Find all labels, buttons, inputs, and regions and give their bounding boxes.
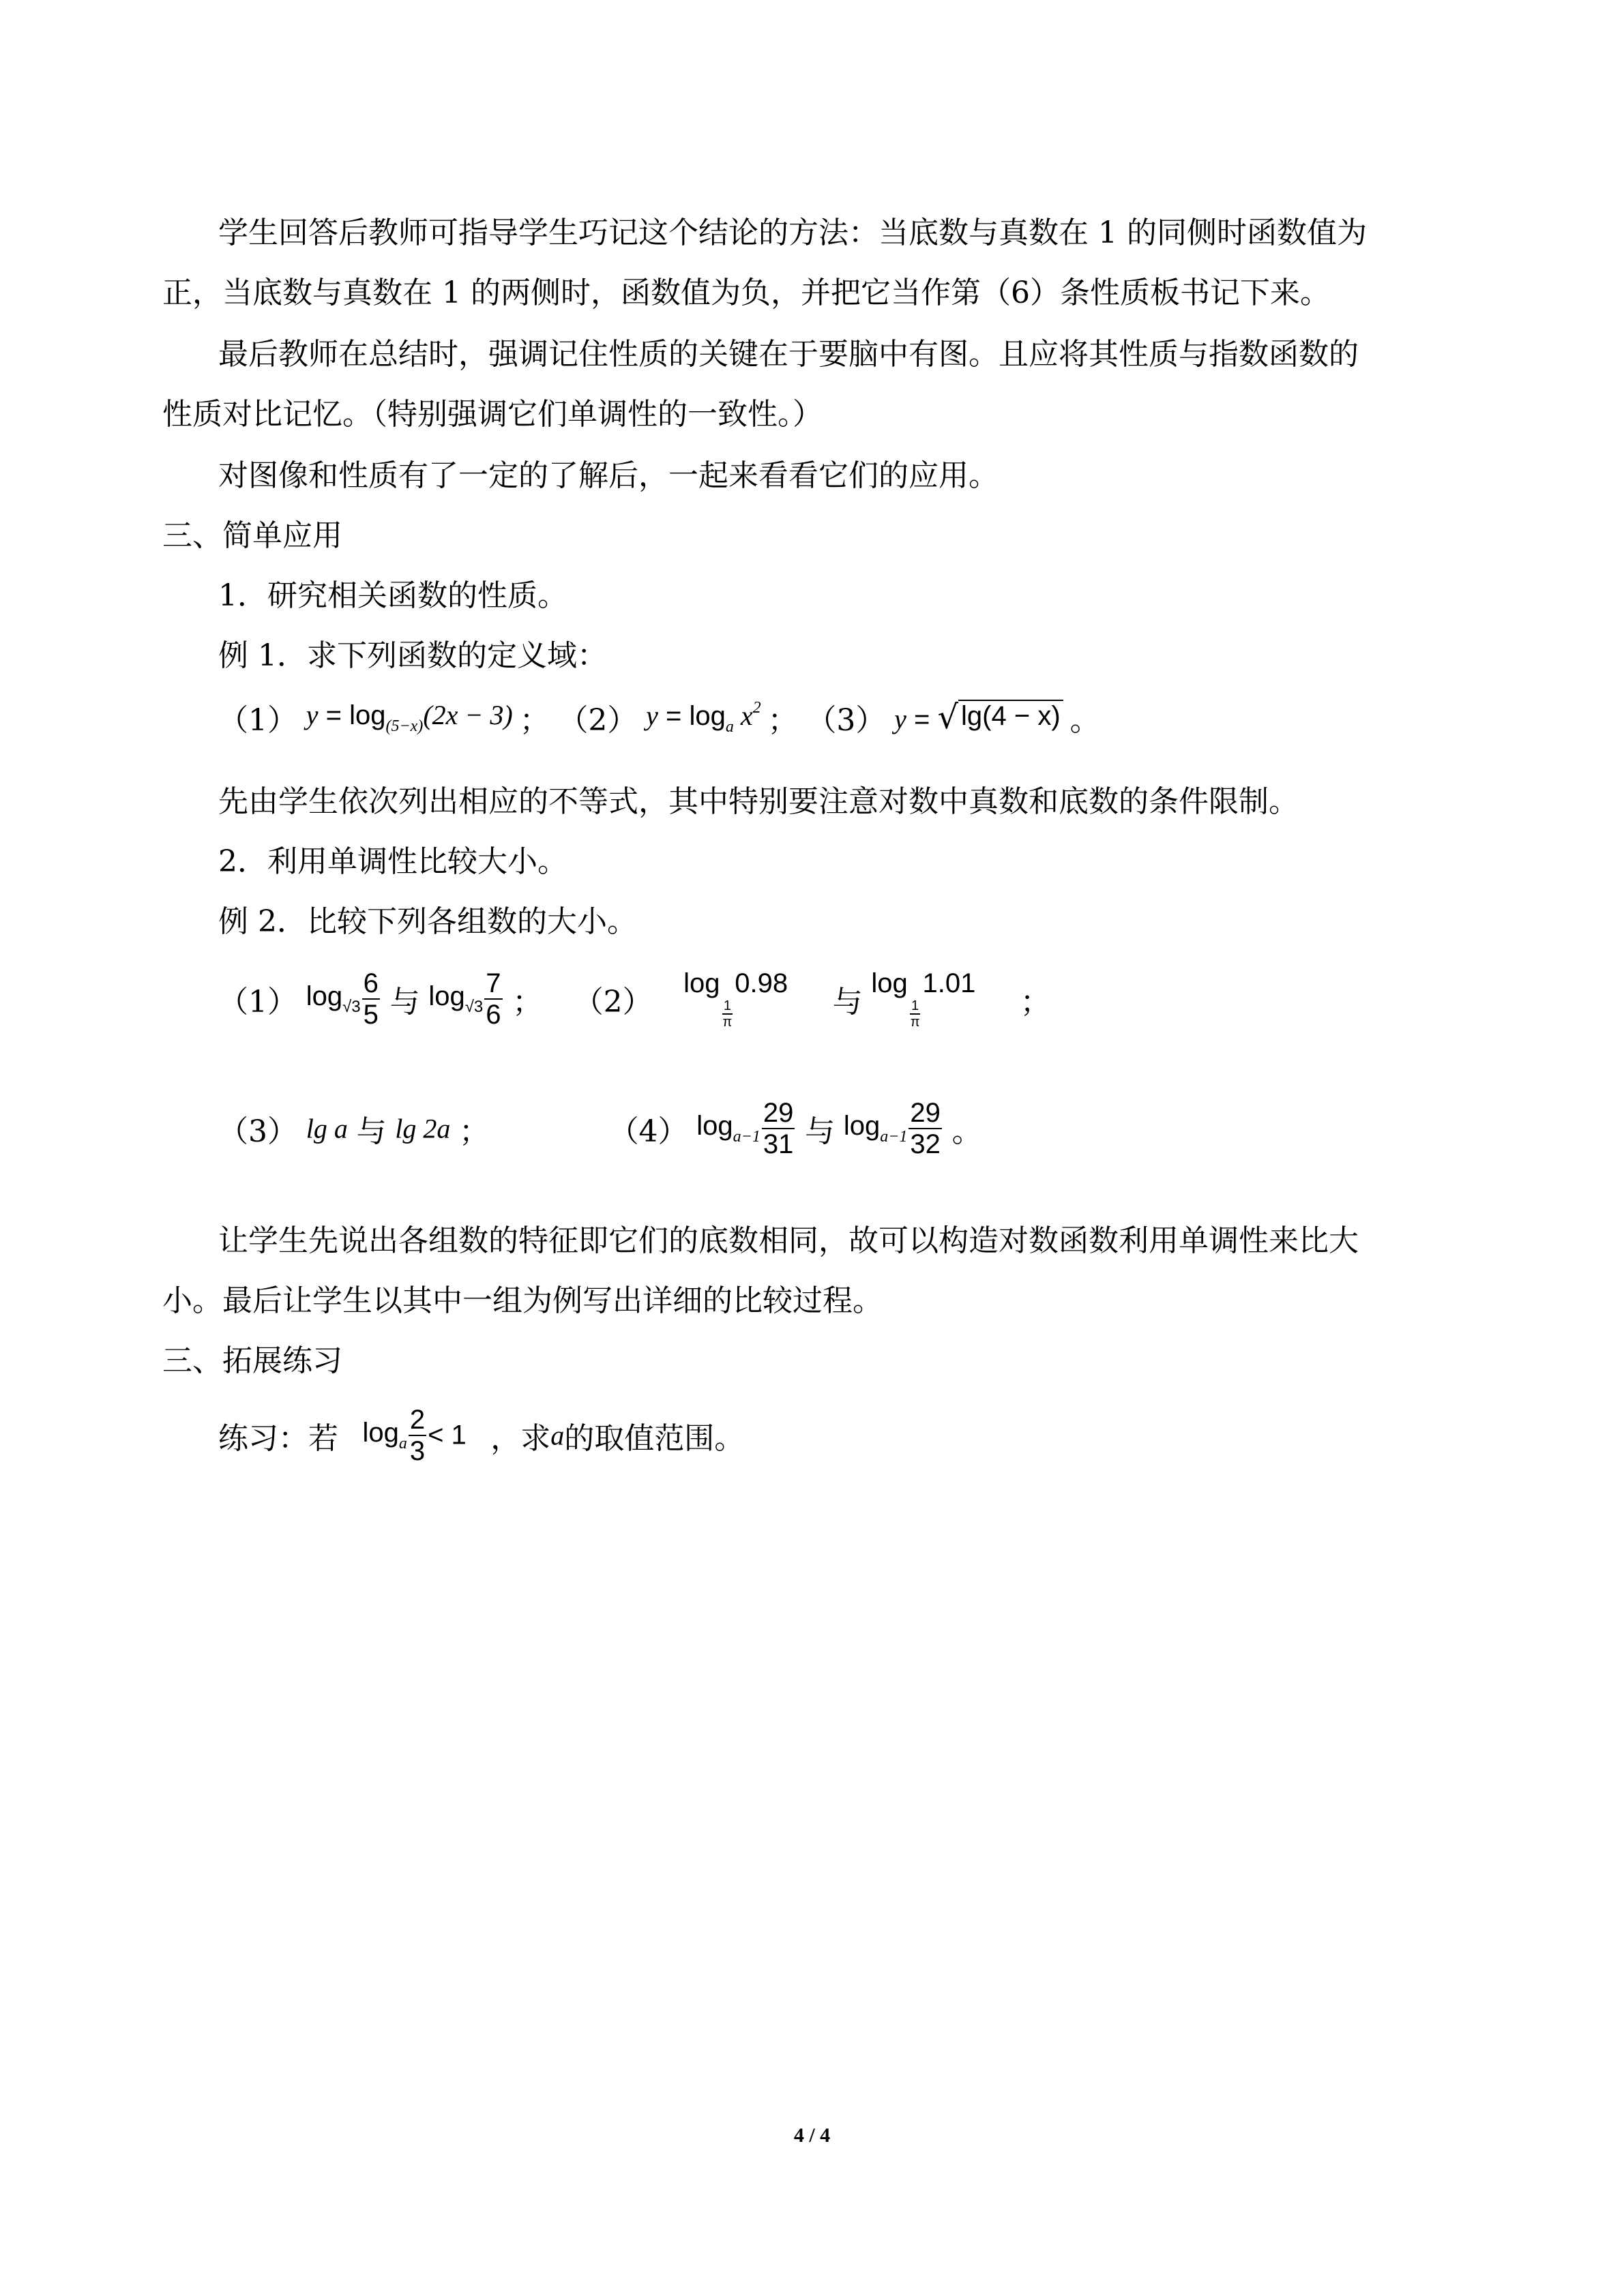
paragraph-2-line-2: 性质对比记忆。（特别强调它们单调性的一致性。） xyxy=(162,397,823,432)
practice-fraction: $\frac{2}{3}$ xyxy=(409,1405,426,1466)
ex2-label-4: （4） xyxy=(608,1114,688,1149)
ex1-separator-1: ； xyxy=(519,703,550,738)
ex2-3-expr-a: lg a xyxy=(306,1113,348,1144)
ex2-label-2: （2） xyxy=(573,985,653,1019)
practice-log: $\log_a$ xyxy=(362,1418,407,1452)
practice-relation: < 1 xyxy=(428,1420,467,1450)
subsection-1: 1．研究相关函数的性质。 xyxy=(218,578,567,613)
ex2-1-log-a: $\log_{√3}$ xyxy=(306,981,361,1016)
ex1-end-mark: 。 xyxy=(1069,703,1100,738)
subsection-2: 2．利用单调性比较大小。 xyxy=(218,844,567,879)
ex1-formula-1: $y = \log_{(5-x)}(2x - 3)$ xyxy=(306,700,513,735)
ex2-4-end-mark: 。 xyxy=(951,1114,982,1149)
ex2-1-log-b: $\log_{√3}$ xyxy=(428,981,484,1016)
paragraph-5-line-1: 让学生先说出各组数的特征即它们的底数相同，故可以构造对数函数利用单调性来比大 xyxy=(218,1223,1359,1258)
practice-variable: a xyxy=(550,1420,565,1451)
ex2-2-log-b: log $\frac{1}{\pi}$ 1.01 xyxy=(871,968,976,1030)
example-2-row-1 xyxy=(218,968,1050,1030)
ex1-separator-2: ； xyxy=(767,703,798,738)
paragraph-4: 先由学生依次列出相应的不等式，其中特别要注意对数中真数和底数的条件限制。 xyxy=(218,784,1299,819)
practice-suffix: ，求 xyxy=(490,1421,551,1456)
paragraph-1-line-1: 学生回答后教师可指导学生巧记这个结论的方法：当底数与真数在 1 的同侧时函数值为 xyxy=(218,215,1367,250)
ex2-3-expr-b: lg 2a xyxy=(395,1113,451,1144)
ex1-formula-2: $y = \log_a x^2$ xyxy=(646,698,761,736)
ex2-1-fraction-a: $\frac{6}{5}$ xyxy=(363,968,379,1030)
ex2-1-fraction-b: $\frac{7}{6}$ xyxy=(486,968,501,1030)
ex2-2-connector: 与 xyxy=(832,985,863,1019)
ex2-2-separator: ； xyxy=(1020,985,1050,1019)
practice-end: 的取值范围。 xyxy=(564,1421,745,1456)
example-1-title: 例 1．求下列函数的定义域： xyxy=(218,638,607,673)
paragraph-5-line-2: 小。最后让学生以其中一组为例写出详细的比较过程。 xyxy=(162,1283,883,1318)
ex1-formula-3: y = √ lg(4 − x) xyxy=(894,704,1070,734)
ex2-label-1: （1） xyxy=(218,985,297,1019)
ex2-4-log-b: $\log_{a-1}$ xyxy=(843,1111,908,1146)
practice-line xyxy=(218,1405,744,1466)
section-heading-extension-practice: 三、拓展练习 xyxy=(162,1343,342,1378)
ex1-label-2: （2） xyxy=(558,703,638,738)
ex1-label-3: （3） xyxy=(806,703,886,738)
ex2-4-fraction-b: $\frac{29}{32}$ xyxy=(910,1098,941,1159)
ex2-3-connector: 与 xyxy=(356,1114,387,1149)
practice-prefix: 练习：若 xyxy=(218,1421,338,1456)
example-2-title: 例 2．比较下列各组数的大小。 xyxy=(218,904,637,939)
example-2-row-2 xyxy=(218,1098,982,1159)
ex2-4-connector: 与 xyxy=(805,1114,836,1149)
section-heading-simple-application: 三、简单应用 xyxy=(162,518,342,553)
ex2-4-log-a: $\log_{a-1}$ xyxy=(696,1111,761,1146)
ex2-4-fraction-a: $\frac{29}{31}$ xyxy=(763,1098,794,1159)
ex2-1-separator: ； xyxy=(512,985,543,1019)
paragraph-3: 对图像和性质有了一定的了解后，一起来看看它们的应用。 xyxy=(218,458,999,493)
ex2-label-3: （3） xyxy=(218,1114,297,1149)
ex2-2-log-a: log $\frac{1}{\pi}$ 0.98 xyxy=(683,968,788,1030)
ex2-3-separator: ； xyxy=(459,1114,490,1149)
paragraph-1-line-2: 正，当底数与真数在 1 的两侧时，函数值为负，并把它当作第（6）条性质板书记下来。 xyxy=(162,275,1330,310)
ex1-label-1: （1） xyxy=(218,703,297,738)
page-number: 4 / 4 xyxy=(793,2124,831,2147)
paragraph-2-line-1: 最后教师在总结时，强调记住性质的关键在于要脑中有图。且应将其性质与指数函数的 xyxy=(218,337,1359,372)
example-1-formulas xyxy=(218,696,1100,739)
ex2-1-connector: 与 xyxy=(389,985,420,1019)
